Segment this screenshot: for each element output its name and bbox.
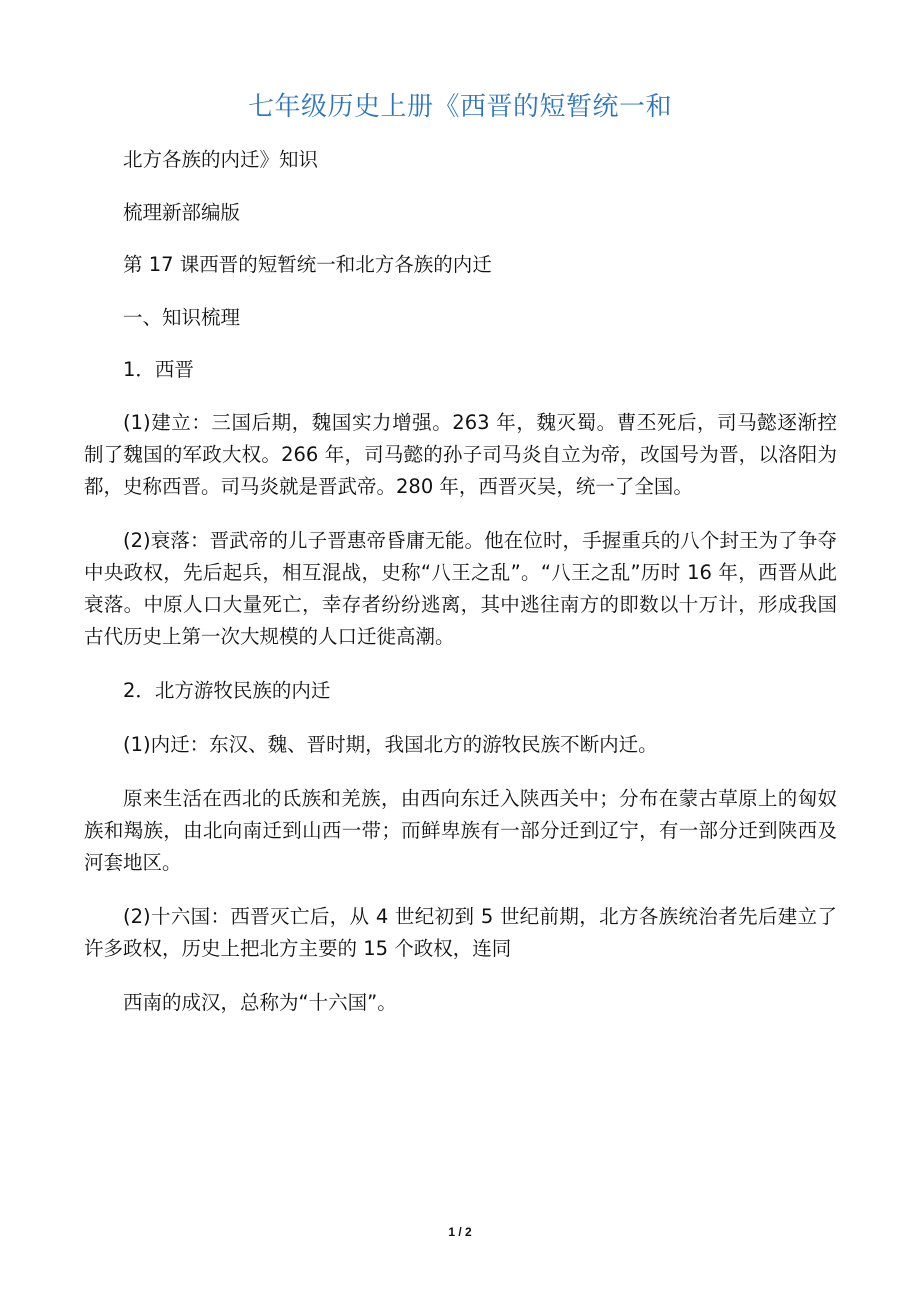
paragraph-sixteen-kingdoms: (2)十六国：西晋灭亡后，从 4 世纪初到 5 世纪前期，北方各族统治者先后建立了许多政权，历史上把北方主要的 15 个政权，连同 [84,904,837,960]
paragraph-establishment: (1)建立：三国后期，魏国实力增强。263 年，魏灭蜀。曹丕死后，司马懿逐渐控制了魏国的军政大权。266 年，司马懿的孙子司马炎自立为帝，改国号为晋，以洛阳为都，史称西晋。司马炎就是晋武帝。280 年，西晋灭吴，统一了全国。 [84,410,837,498]
subheading-western-jin: 1．西晋 [123,358,194,381]
page-number: 1 / 2 [448,1225,472,1239]
document-body [84,144,837,1041]
subheading-migration: 2．北方游牧民族的内迁 [123,678,331,702]
section-heading: 一、知识梳理 [123,305,241,329]
subtitle: 梳理新部编版 [123,200,241,224]
lesson-heading: 第 17 课西晋的短暂统一和北方各族的内迁 [123,253,492,276]
paragraph-decline: (2)衰落：晋武帝的儿子晋惠帝昏庸无能。他在位时，手握重兵的八个封王为了争夺中央政权，先后起兵，相互混战，史称“八王之乱”。“八王之乱”历时 16 年，西晋从此衰落。中原人口大量死亡，幸存者纷纷逃离，其中逃往南方的即数以十万计，形成我国古代历史上第一次大规模的人口迁徙高潮。 [84,528,837,648]
paragraph-tribes: 原来生活在西北的氐族和羌族，由西向东迁入陕西关中；分布在蒙古草原上的匈奴族和羯族，由北向南迁到山西一带；而鲜卑族有一部分迁到辽宁，有一部分迁到陕西及河套地区。 [84,786,837,874]
paragraph-migration: (1)内迁：东汉、魏、晋时期，我国北方的游牧民族不断内迁。 [123,732,658,756]
paragraph-sixteen-kingdoms-cont: 西南的成汉，总称为“十六国”。 [123,990,397,1014]
title-continuation: 北方各族的内迁》知识 [123,148,319,171]
document-title: 七年级历史上册《西晋的短暂统一和 [247,92,672,122]
